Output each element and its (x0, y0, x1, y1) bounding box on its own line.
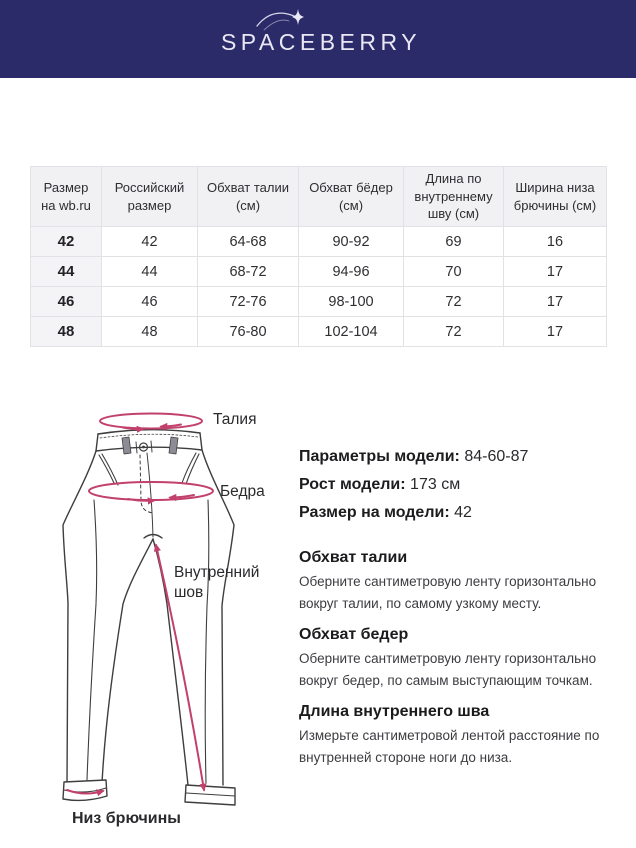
size-cell: 48 (102, 317, 198, 347)
size-cell: 69 (404, 227, 504, 257)
waist-measure-ellipse (100, 414, 202, 429)
size-cell: 17 (504, 257, 607, 287)
header-waist: Обхват талии (см) (198, 167, 299, 227)
header-hips: Обхват бёдер (см) (299, 167, 404, 227)
table-row (31, 257, 607, 287)
size-cell: 46 (31, 287, 102, 317)
size-cell: 46 (102, 287, 198, 317)
size-cell: 42 (102, 227, 198, 257)
pants-outline (63, 430, 235, 805)
size-cell: 98-100 (299, 287, 404, 317)
model-params-line (299, 443, 625, 471)
size-cell: 90-92 (299, 227, 404, 257)
table-row (31, 227, 607, 257)
shooting-star-icon (254, 4, 306, 34)
size-cell: 17 (504, 317, 607, 347)
size-cell: 42 (31, 227, 102, 257)
size-cell: 94-96 (299, 257, 404, 287)
instruction-waist-title: Обхват талии (299, 549, 408, 566)
instruction-waist-text: Оберните сантиметровую ленту горизонтально вокруг талии, по самому узкому месту. (299, 574, 597, 611)
header-hem-width: Ширина низа брючины (см) (504, 167, 607, 227)
size-cell: 64-68 (198, 227, 299, 257)
size-cell: 16 (504, 227, 607, 257)
instruction-inseam-text: Измерьте сантиметровой лентой расстояние по внутренней стороне ноги до низа. (299, 728, 600, 765)
brand-header (0, 0, 636, 78)
model-params-value: 84-60-87 (464, 448, 529, 465)
model-size-line (299, 499, 625, 527)
model-size-value: 42 (454, 504, 472, 521)
size-cell: 76-80 (198, 317, 299, 347)
size-cell: 44 (102, 257, 198, 287)
brand-logo: SPACEBERRY (220, 28, 422, 55)
model-size-label: Размер на модели: (299, 504, 450, 521)
pants-measurement-diagram (10, 398, 290, 844)
size-cell: 72 (404, 287, 504, 317)
header-size-ru: Российский размер (102, 167, 198, 227)
model-height-label: Рост модели: (299, 476, 406, 493)
size-cell: 70 (404, 257, 504, 287)
model-height-line (299, 471, 625, 499)
instruction-hips-text: Оберните сантиметровую ленту горизонтально вокруг бедер, по самым выступающим точкам. (299, 651, 597, 688)
pants-sketch (10, 398, 290, 844)
instruction-inseam-title: Длина внутреннего шва (299, 703, 490, 720)
size-cell: 48 (31, 317, 102, 347)
model-height-value: 173 см (410, 476, 461, 493)
instruction-hips-title: Обхват бедер (299, 626, 409, 643)
size-cell: 102-104 (299, 317, 404, 347)
diagram-label-waist: Талия (213, 411, 257, 428)
size-cell: 17 (504, 287, 607, 317)
size-cell: 68-72 (198, 257, 299, 287)
diagram-label-hem: Низ брючины (72, 810, 181, 827)
size-cell: 44 (31, 257, 102, 287)
instruction-waist (299, 548, 625, 615)
header-inseam: Длина по внутреннему шву (см) (404, 167, 504, 227)
instruction-inseam (299, 702, 625, 769)
instruction-hips (299, 625, 625, 692)
size-table (30, 166, 607, 347)
header-size-wb: Размер на wb.ru (31, 167, 102, 227)
diagram-label-inseam: Внутренний шов (174, 564, 260, 601)
table-row (31, 317, 607, 347)
size-cell: 72 (404, 317, 504, 347)
size-table-header-row (31, 167, 607, 227)
diagram-label-hips: Бедра (220, 483, 265, 500)
measurement-info-column (299, 443, 625, 769)
table-row (31, 287, 607, 317)
model-info (299, 443, 625, 527)
size-cell: 72-76 (198, 287, 299, 317)
model-params-label: Параметры модели: (299, 448, 460, 465)
